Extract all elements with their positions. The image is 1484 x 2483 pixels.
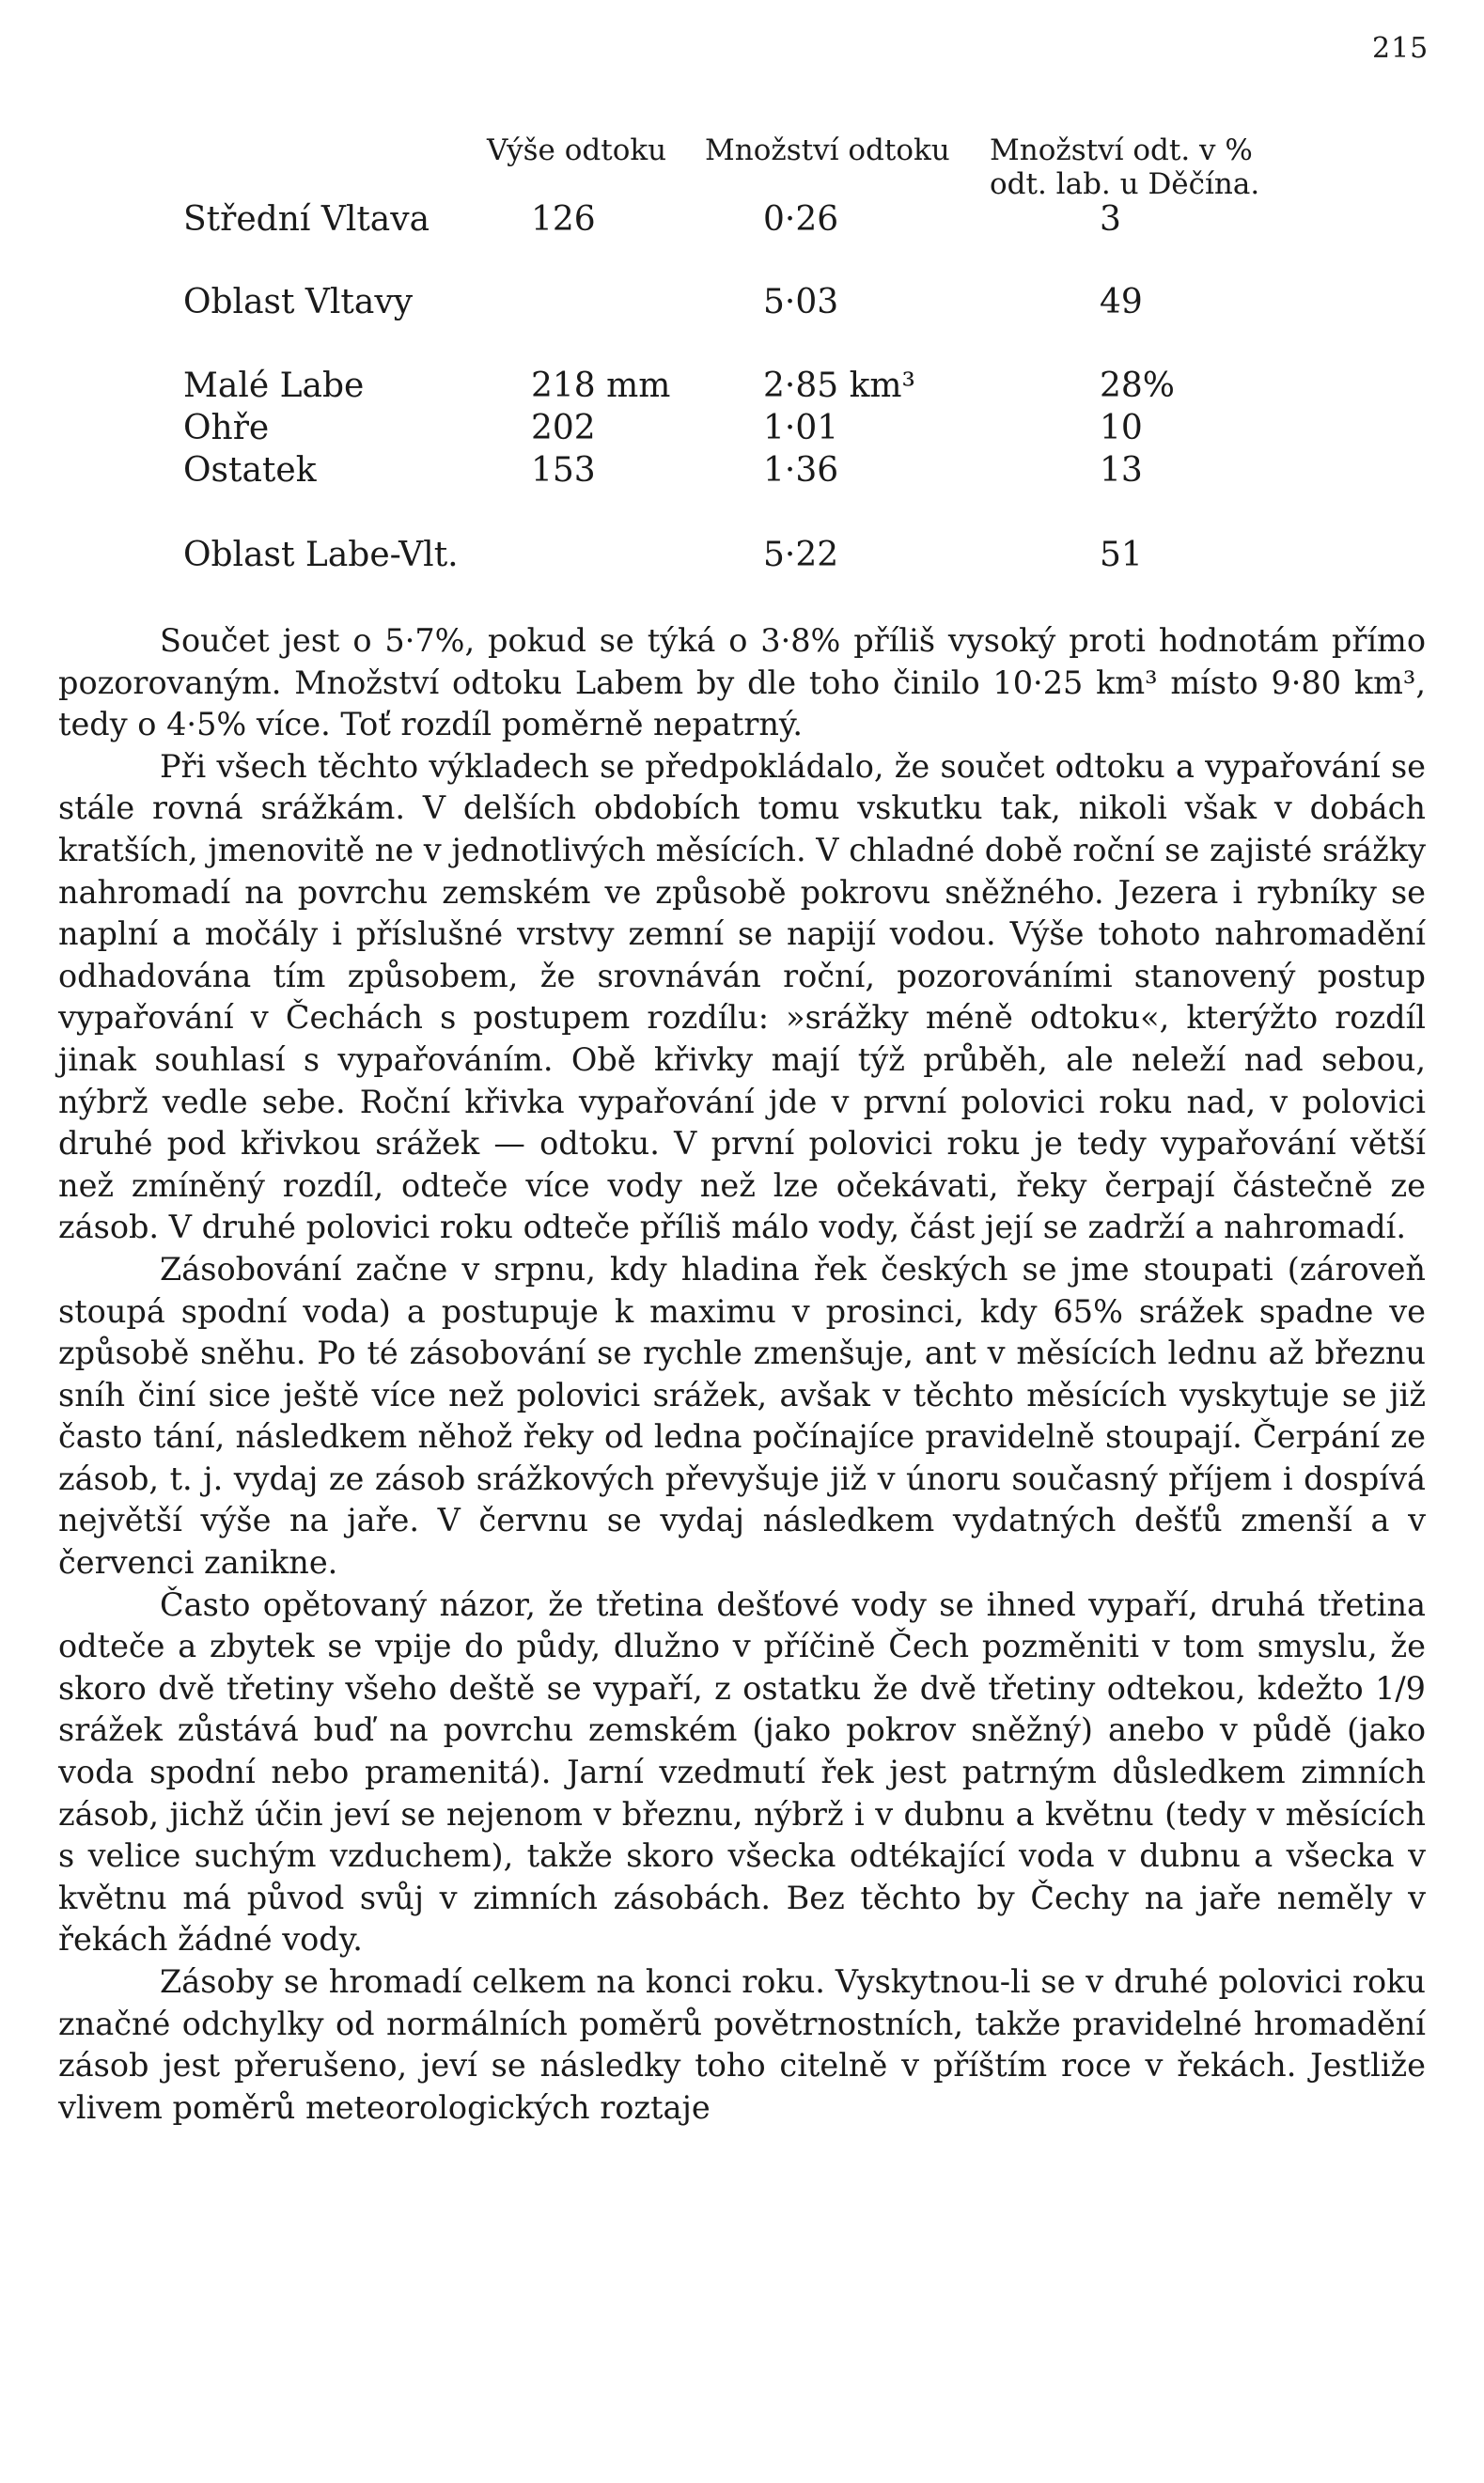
- paragraph: Často opětovaný názor, že třetina dešťové vody se ihned vypaří, druhá třetina odteče a zbytek se vpije do půdy, dlužno v příčině Čech pozměniti v tom smyslu, že skoro dvě třetiny všeho deště se vypaří, z ostatku že dvě třetiny odtekou, kdežto 1/9 srážek zůstává buď na povrchu zemském (jako pokrov sněžný) anebo v půdě (jako voda spodní nebo pramenitá). Jarní vzedmutí řek jest patrným důsledkem zimních zásob, jichž účin jeví se nejenom v březnu, nýbrž i v dubnu a květnu (tedy v měsících s velice suchým vzduchem), takže skoro všecka odtékající voda v dubnu a všecka v květnu má původ svůj v zimních zásobách. Bez těchto by Čechy na jaře neměly v řekách žádné vody.: [58, 1585, 1426, 1959]
- body-text: [58, 620, 1426, 2129]
- region-name: Malé Labe: [183, 367, 365, 405]
- table-row: [0, 367, 1484, 410]
- region-name: Oblast Vltavy: [183, 283, 414, 321]
- runoff-percent: 28%: [1100, 367, 1176, 405]
- runoff-percent: 49: [1100, 283, 1143, 321]
- header-runoff-height: Výše odtoku: [487, 133, 667, 167]
- region-name: Oblast Labe-Vlt.: [183, 536, 459, 574]
- runoff-height: 126: [531, 200, 596, 239]
- page-number: 215: [1372, 32, 1429, 65]
- runoff-quantity: 5·03: [763, 283, 839, 321]
- runoff-height: 218 mm: [531, 367, 671, 405]
- table-row: [0, 536, 1484, 579]
- header-runoff-quantity: Množství odtoku: [705, 133, 950, 167]
- paragraph: Součet jest o 5·7%, pokud se týká o 3·8% příliš vysoký proti hodnotám přímo pozorovaným. Množství odtoku Labem by dle toho činilo 10·25 km³ místo 9·80 km³, tedy o 4·5% více. Toť rozdíl poměrně nepatrný.: [58, 622, 1426, 743]
- runoff-percent: 51: [1100, 536, 1143, 574]
- runoff-height: 202: [531, 409, 596, 447]
- paragraph: Při všech těchto výkladech se předpokládalo, že součet odtoku a vypařování se stále rovná srážkám. V delších obdobích tomu vskutku tak, nikoli však v dobách kratších, jmenovitě ne v jednotlivých měsících. V chladné době roční se zajisté srážky nahromadí na povrchu zemském ve způsobě pokrovu sněžného. Jezera i rybníky se naplní a močály i příslušné vrstvy zemní se napijí vodou. Výše tohoto nahromadění odhadována tím způsobem, že srovnáván roční, pozorováními stanovený postup vypařování v Čechách s postupem rozdílu: »srážky méně odtoku«, kterýžto rozdíl jinak souhlasí s vypařováním. Obě křivky mají týž průběh, ale neleží nad sebou, nýbrž vedle sebe. Roční křivka vypařování jde v první polovici roku nad, v polovici druhé pod křivkou srážek — odtoku. V první polovici roku je tedy vypařování větší než zmíněný rozdíl, odteče více vody než lze očekávati, řeky čerpají částečně ze zásob. V druhé polovici roku odteče příliš málo vody, část její se zadrží a nahromadí.: [58, 747, 1426, 1246]
- table-row: [0, 451, 1484, 494]
- runoff-percent: 13: [1100, 451, 1143, 490]
- paragraph: Zásobování začne v srpnu, kdy hladina řek českých se jme stoupati (zároveň stoupá spodní voda) a postupuje k maximu v prosinci, kdy 65% srážek spadne ve způsobě sněhu. Po té zásobování se rychle zmenšuje, ant v měsících lednu až březnu sníh činí sice ještě více než polovici srážek, avšak v těchto měsících vyskytuje se již často tání, následkem něhož řeky od ledna počínajíce pravidelně stoupají. Čerpání ze zásob, t. j. vydaj ze zásob srážkových převyšuje již v únoru současný příjem i dospívá největší výše na jaře. V červnu se vydaj následkem vydatných dešťů zmenší a v červenci zanikne.: [58, 1250, 1426, 1582]
- region-name: Střední Vltava: [183, 200, 430, 239]
- runoff-percent: 3: [1100, 200, 1121, 239]
- region-name: Ostatek: [183, 451, 317, 490]
- table-row: [0, 283, 1484, 326]
- runoff-quantity: 1·01: [763, 409, 839, 447]
- runoff-quantity: 2·85 km³: [763, 367, 915, 405]
- region-name: Ohře: [183, 409, 270, 447]
- table-row: [0, 200, 1484, 243]
- runoff-quantity: 1·36: [763, 451, 839, 490]
- header-runoff-percent-sub: odt. lab. u Děčína.: [990, 167, 1260, 201]
- runoff-quantity: 0·26: [763, 200, 839, 239]
- table-row: [0, 409, 1484, 452]
- paragraph: Zásoby se hromadí celkem na konci roku. Vyskytnou-li se v druhé polovici roku značné odchylky od normálních poměrů povětrnostních, takže pravidelné hromadění zásob jest přerušeno, jeví se následky toho citelně v příštím roce v řekách. Jestliže vlivem poměrů meteorologických roztaje: [58, 1963, 1426, 2126]
- runoff-percent: 10: [1100, 409, 1143, 447]
- runoff-height: 153: [531, 451, 596, 490]
- header-runoff-percent: Množství odt. v %: [990, 133, 1253, 167]
- runoff-quantity: 5·22: [763, 536, 839, 574]
